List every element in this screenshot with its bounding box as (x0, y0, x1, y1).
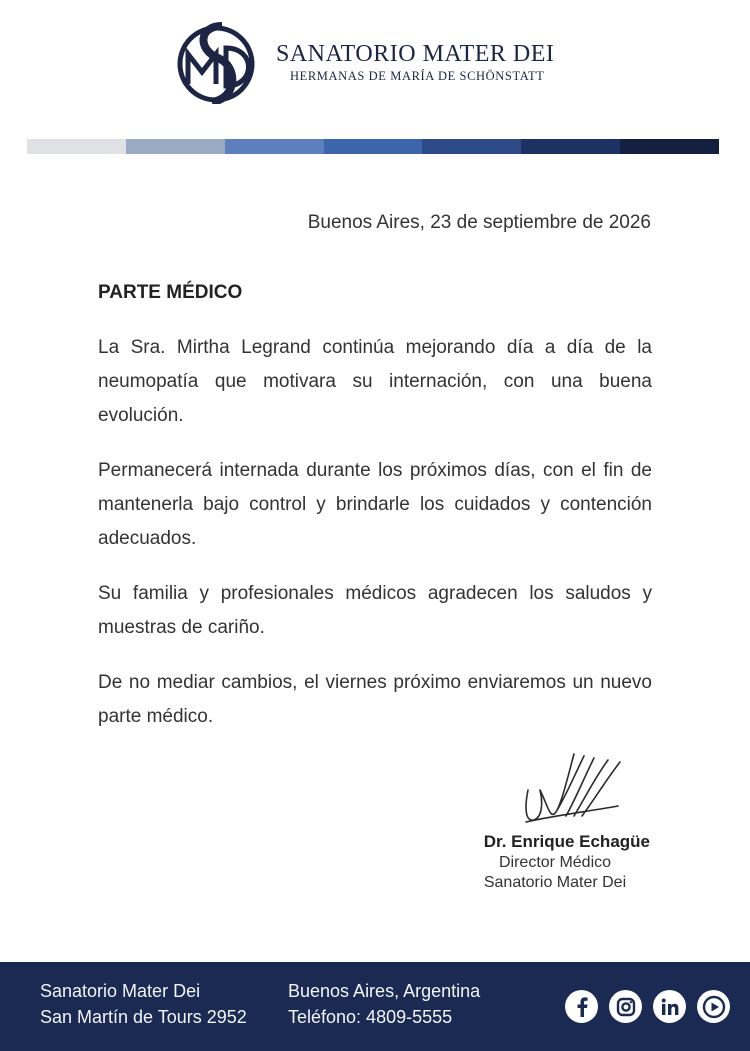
signer-institution: Sanatorio Mater Dei (483, 874, 627, 891)
footer-phone: Teléfono: 4809-5555 (288, 1007, 453, 1027)
header-color-band (27, 139, 719, 154)
paragraph-4: De no mediar cambios, el viernes próximo enviaremos un nuevo parte médico. (98, 672, 652, 727)
band-segment (27, 139, 126, 154)
footer-city: Buenos Aires, Argentina (288, 981, 481, 1001)
band-segment (521, 139, 620, 154)
footer-address (40, 978, 247, 1030)
signer-name: Dr. Enrique Echagüe (483, 832, 650, 851)
linkedin-icon[interactable] (653, 990, 686, 1023)
footer (0, 962, 750, 1051)
band-segment (620, 139, 719, 154)
letter-date: Buenos Aires, 23 de septiembre de 2026 (307, 212, 651, 233)
play-icon[interactable] (697, 990, 730, 1023)
signer-role: Director Médico (498, 854, 612, 871)
footer-contact (288, 978, 480, 1030)
signature-block (390, 831, 650, 893)
band-segment (422, 139, 521, 154)
footer-street: San Martín de Tours 2952 (40, 1007, 247, 1027)
paragraph-3: Su familia y profesionales médicos agradecen los saludos y muestras de cariño. (98, 583, 652, 638)
social-links (565, 990, 730, 1023)
instagram-icon[interactable] (609, 990, 642, 1023)
band-segment (324, 139, 423, 154)
band-segment (126, 139, 225, 154)
msd-monogram-logo-icon (176, 20, 260, 104)
footer-institution: Sanatorio Mater Dei (40, 981, 201, 1001)
brand-name: SANATORIO MATER DEI (276, 41, 555, 67)
letter-title: PARTE MÉDICO (98, 282, 243, 303)
paragraph-2: Permanecerá internada durante los próximos días, con el fin de mantenerla bajo control y brindarle los cuidados y contención adecuados. (98, 460, 652, 549)
band-segment (225, 139, 324, 154)
facebook-icon[interactable] (565, 990, 598, 1023)
brand-subtitle: HERMANAS DE MARÍA DE SCHÖNSTATT (290, 69, 545, 83)
brand-block (276, 40, 554, 84)
paragraph-1: La Sra. Mirtha Legrand continúa mejorando día a día de la neumopatía que motivara su internación, con una buena evolución. (98, 337, 652, 426)
handwritten-signature (522, 750, 624, 828)
